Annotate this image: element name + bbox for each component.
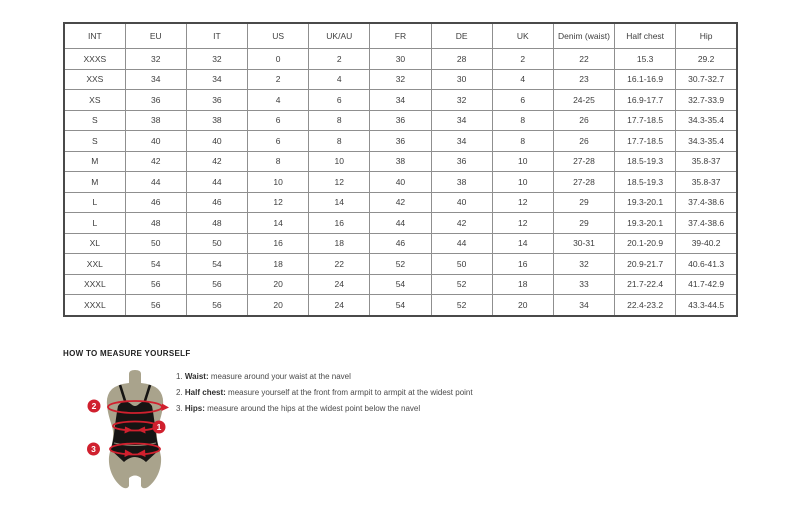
table-cell: 4 — [492, 69, 553, 90]
table-cell: 35.8-37 — [676, 172, 737, 193]
table-cell: 44 — [431, 233, 492, 254]
table-cell: XXS — [64, 69, 125, 90]
column-header: UK/AU — [309, 23, 370, 49]
badge-waist-number: 1 — [156, 422, 162, 432]
column-header: Denim (waist) — [553, 23, 614, 49]
table-cell: 26 — [553, 110, 614, 131]
table-cell: 30-31 — [553, 233, 614, 254]
measure-step: 2. Half chest: measure yourself at the front from armpit to armpit at the widest point — [176, 388, 473, 397]
column-header: Half chest — [615, 23, 676, 49]
table-cell: M — [64, 172, 125, 193]
table-row — [64, 254, 737, 275]
table-cell: 38 — [186, 110, 247, 131]
table-cell: 36 — [186, 90, 247, 111]
table-cell: 32 — [186, 49, 247, 70]
table-row — [64, 295, 737, 316]
table-cell: 12 — [309, 172, 370, 193]
table-cell: 6 — [248, 110, 309, 131]
table-cell: 34 — [431, 110, 492, 131]
table-cell: 6 — [309, 90, 370, 111]
table-row — [64, 90, 737, 111]
measure-step: 1. Waist: measure around your waist at the navel — [176, 372, 351, 381]
table-cell: 44 — [186, 172, 247, 193]
table-cell: 42 — [370, 192, 431, 213]
table-cell: 17.7-18.5 — [615, 131, 676, 152]
table-cell: 46 — [186, 192, 247, 213]
table-cell: XS — [64, 90, 125, 111]
table-cell: 29 — [553, 192, 614, 213]
column-header: INT — [64, 23, 125, 49]
table-cell: 30 — [370, 49, 431, 70]
table-cell: 40 — [370, 172, 431, 193]
table-cell: 32.7-33.9 — [676, 90, 737, 111]
table-cell: 21.7-22.4 — [615, 274, 676, 295]
table-cell: 48 — [186, 213, 247, 234]
table-cell: 48 — [125, 213, 186, 234]
column-header: US — [248, 23, 309, 49]
size-table-header-row — [64, 23, 737, 49]
table-cell: 12 — [248, 192, 309, 213]
table-cell: 37.4-38.6 — [676, 213, 737, 234]
table-cell: 46 — [125, 192, 186, 213]
table-cell: 32 — [125, 49, 186, 70]
column-header: UK — [492, 23, 553, 49]
table-row — [64, 274, 737, 295]
table-cell: 40 — [125, 131, 186, 152]
table-cell: 14 — [492, 233, 553, 254]
table-cell: 40.6-41.3 — [676, 254, 737, 275]
table-cell: 10 — [309, 151, 370, 172]
table-cell: 41.7-42.9 — [676, 274, 737, 295]
table-cell: 18 — [309, 233, 370, 254]
table-cell: 29.2 — [676, 49, 737, 70]
measure-step: 3. Hips: measure around the hips at the widest point below the navel — [176, 404, 421, 413]
table-cell: 23 — [553, 69, 614, 90]
table-row — [64, 172, 737, 193]
table-cell: 24 — [309, 274, 370, 295]
table-cell: 19.3-20.1 — [615, 192, 676, 213]
table-cell: 32 — [553, 254, 614, 275]
table-cell: 54 — [125, 254, 186, 275]
table-cell: 2 — [309, 49, 370, 70]
table-row — [64, 110, 737, 131]
badge-hips-number: 3 — [91, 444, 96, 454]
table-cell: 54 — [370, 295, 431, 316]
table-cell: 8 — [492, 131, 553, 152]
column-header: Hip — [676, 23, 737, 49]
table-row — [64, 49, 737, 70]
table-cell: 18 — [492, 274, 553, 295]
table-cell: 24 — [309, 295, 370, 316]
table-cell: 16.9-17.7 — [615, 90, 676, 111]
table-cell: XXXL — [64, 295, 125, 316]
table-cell: 40 — [431, 192, 492, 213]
table-cell: 44 — [125, 172, 186, 193]
table-cell: 16 — [492, 254, 553, 275]
measurement-mannequin-figure — [84, 369, 186, 493]
table-cell: L — [64, 192, 125, 213]
table-cell: 28 — [431, 49, 492, 70]
column-header: EU — [125, 23, 186, 49]
table-cell: 4 — [309, 69, 370, 90]
table-cell: 38 — [370, 151, 431, 172]
table-cell: 36 — [125, 90, 186, 111]
table-cell: 56 — [125, 274, 186, 295]
table-cell: 42 — [431, 213, 492, 234]
table-cell: 34 — [553, 295, 614, 316]
column-header: FR — [370, 23, 431, 49]
table-cell: 8 — [492, 110, 553, 131]
table-cell: 19.3-20.1 — [615, 213, 676, 234]
table-cell: 18.5-19.3 — [615, 172, 676, 193]
measure-badge-hips — [87, 443, 100, 456]
table-row — [64, 233, 737, 254]
table-cell: XL — [64, 233, 125, 254]
column-header: IT — [186, 23, 247, 49]
table-cell: 6 — [492, 90, 553, 111]
table-row — [64, 69, 737, 90]
table-cell: 38 — [125, 110, 186, 131]
table-row — [64, 213, 737, 234]
size-table-head — [64, 23, 737, 49]
table-cell: 8 — [309, 131, 370, 152]
table-cell: 34 — [125, 69, 186, 90]
table-cell: 54 — [186, 254, 247, 275]
table-cell: 50 — [431, 254, 492, 275]
table-cell: 56 — [125, 295, 186, 316]
table-cell: 26 — [553, 131, 614, 152]
column-header: DE — [431, 23, 492, 49]
table-cell: 43.3-44.5 — [676, 295, 737, 316]
table-cell: 16 — [248, 233, 309, 254]
how-to-measure-title: HOW TO MEASURE YOURSELF — [63, 349, 191, 358]
table-cell: 12 — [492, 213, 553, 234]
table-cell: 20 — [492, 295, 553, 316]
table-row — [64, 192, 737, 213]
table-cell: L — [64, 213, 125, 234]
table-cell: 20 — [248, 274, 309, 295]
table-cell: 30 — [431, 69, 492, 90]
table-cell: 39-40.2 — [676, 233, 737, 254]
table-cell: 12 — [492, 192, 553, 213]
table-cell: 42 — [186, 151, 247, 172]
table-cell: 36 — [431, 151, 492, 172]
table-row — [64, 131, 737, 152]
table-cell: 56 — [186, 274, 247, 295]
table-cell: 36 — [370, 110, 431, 131]
measure-badge-waist — [153, 421, 166, 434]
size-chart-table — [63, 22, 738, 317]
table-cell: 14 — [309, 192, 370, 213]
table-cell: 52 — [431, 274, 492, 295]
badge-chest-number: 2 — [91, 401, 97, 411]
table-cell: 10 — [248, 172, 309, 193]
table-cell: 18.5-19.3 — [615, 151, 676, 172]
table-cell: 44 — [370, 213, 431, 234]
table-cell: 20.1-20.9 — [615, 233, 676, 254]
table-cell: 2 — [492, 49, 553, 70]
table-cell: 8 — [248, 151, 309, 172]
table-cell: S — [64, 110, 125, 131]
table-cell: 15.3 — [615, 49, 676, 70]
table-cell: 10 — [492, 172, 553, 193]
size-table-body — [64, 49, 737, 316]
measure-steps — [176, 372, 473, 420]
table-cell: 22.4-23.2 — [615, 295, 676, 316]
table-cell: 34 — [431, 131, 492, 152]
table-cell: 34 — [370, 90, 431, 111]
table-cell: 46 — [370, 233, 431, 254]
table-cell: 29 — [553, 213, 614, 234]
table-cell: 16 — [309, 213, 370, 234]
measure-badge-chest — [88, 400, 101, 413]
table-cell: 42 — [125, 151, 186, 172]
table-cell: 30.7-32.7 — [676, 69, 737, 90]
table-cell: 27-28 — [553, 172, 614, 193]
table-cell: 34 — [186, 69, 247, 90]
table-cell: 32 — [370, 69, 431, 90]
table-cell: 14 — [248, 213, 309, 234]
table-cell: XXXL — [64, 274, 125, 295]
table-cell: XXL — [64, 254, 125, 275]
table-cell: 36 — [370, 131, 431, 152]
table-cell: 54 — [370, 274, 431, 295]
table-cell: 27-28 — [553, 151, 614, 172]
table-cell: S — [64, 131, 125, 152]
table-cell: 16.1-16.9 — [615, 69, 676, 90]
table-cell: 0 — [248, 49, 309, 70]
table-cell: 50 — [186, 233, 247, 254]
table-cell: 24-25 — [553, 90, 614, 111]
table-cell: 56 — [186, 295, 247, 316]
table-cell: 52 — [370, 254, 431, 275]
table-cell: 35.8-37 — [676, 151, 737, 172]
table-cell: M — [64, 151, 125, 172]
table-cell: 34.3-35.4 — [676, 110, 737, 131]
table-cell: 20 — [248, 295, 309, 316]
table-cell: XXXS — [64, 49, 125, 70]
table-cell: 6 — [248, 131, 309, 152]
table-cell: 20.9-21.7 — [615, 254, 676, 275]
table-cell: 40 — [186, 131, 247, 152]
table-cell: 38 — [431, 172, 492, 193]
table-cell: 10 — [492, 151, 553, 172]
table-cell: 33 — [553, 274, 614, 295]
table-cell: 8 — [309, 110, 370, 131]
table-cell: 17.7-18.5 — [615, 110, 676, 131]
table-cell: 22 — [553, 49, 614, 70]
table-cell: 18 — [248, 254, 309, 275]
table-row — [64, 151, 737, 172]
table-cell: 4 — [248, 90, 309, 111]
table-cell: 32 — [431, 90, 492, 111]
table-cell: 34.3-35.4 — [676, 131, 737, 152]
table-cell: 52 — [431, 295, 492, 316]
table-cell: 22 — [309, 254, 370, 275]
table-cell: 37.4-38.6 — [676, 192, 737, 213]
table-cell: 50 — [125, 233, 186, 254]
table-cell: 2 — [248, 69, 309, 90]
